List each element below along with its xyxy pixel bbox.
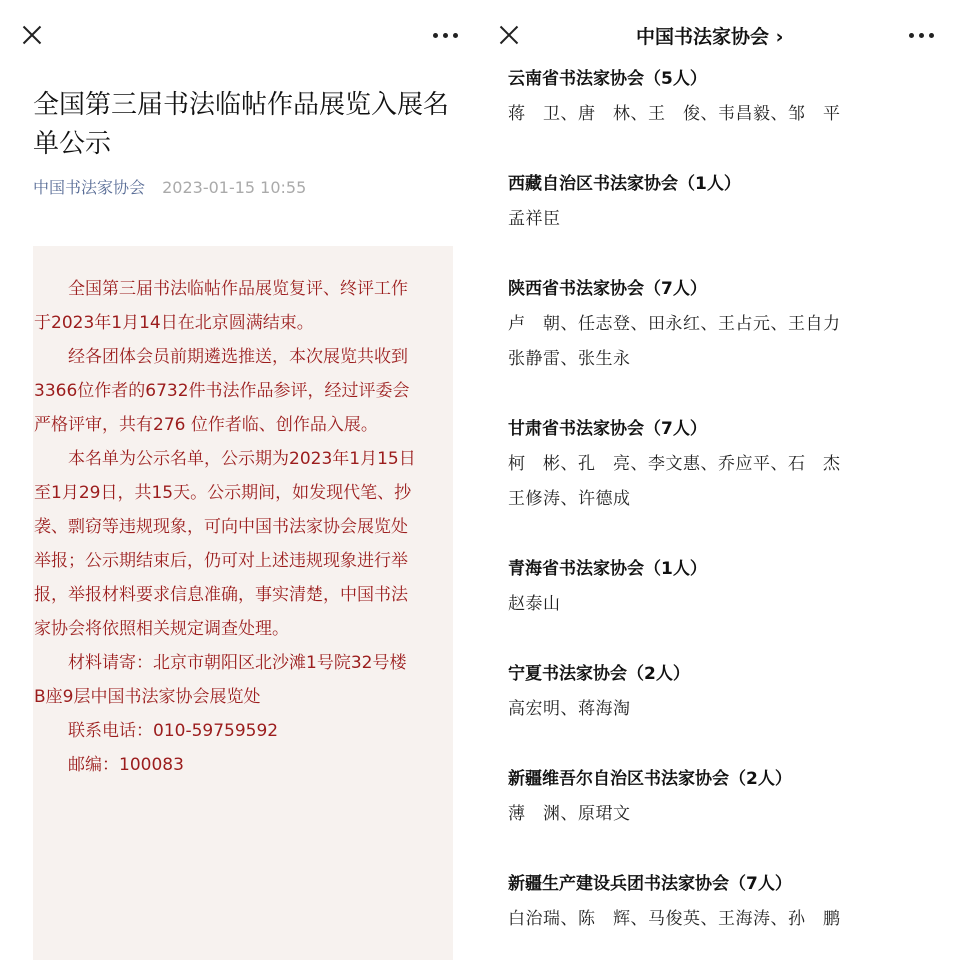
right-screen <box>486 0 960 960</box>
member-names <box>508 307 948 377</box>
names-line: 薄 渊、原珺文 <box>508 804 631 824</box>
association-heading: 云南省书法家协会（5人） <box>508 69 707 89</box>
notice-paragraph: 邮编：100083 <box>68 755 184 775</box>
association-heading: 甘肃省书法家协会（7人） <box>508 419 707 439</box>
more-icon[interactable] <box>908 22 936 48</box>
article-meta <box>33 175 306 198</box>
top-bar <box>0 0 474 72</box>
member-list <box>508 62 948 960</box>
article-title: 全国第三届书法临帖作品展览入展名单公示 <box>33 90 450 159</box>
close-icon[interactable] <box>19 22 45 48</box>
member-names <box>508 692 948 727</box>
author-link[interactable]: 中国书法家协会 <box>33 178 146 197</box>
names-line: 卢 朝、任志登、田永红、王占元、王自力 <box>508 314 841 334</box>
list-item <box>508 62 948 132</box>
names-line: 孟祥臣 <box>508 209 561 229</box>
notice-text <box>34 272 418 782</box>
notice-paragraph: 经各团体会员前期遴选推送，本次展览共收到3366位作者的6732件书法作品参评，经过评委会严格评审，共有276 位作者临、创作品入展。 <box>34 347 410 435</box>
names-line: 赵泰山 <box>508 594 561 614</box>
names-line: 蒋 卫、唐 林、王 俊、韦昌毅、邹 平 <box>508 104 841 124</box>
account-name-link[interactable]: 中国书法家协会 › <box>636 26 784 48</box>
list-item <box>508 552 948 622</box>
list-item <box>508 272 948 377</box>
publish-time: 2023-01-15 10:55 <box>162 178 307 197</box>
association-heading: 新疆维吾尔自治区书法家协会（2人） <box>508 769 792 789</box>
notice-paragraph: 联系电话：010-59759592 <box>68 721 279 741</box>
close-icon[interactable] <box>496 22 522 48</box>
association-heading: 西藏自治区书法家协会（1人） <box>508 174 741 194</box>
association-heading: 宁夏书法家协会（2人） <box>508 664 690 684</box>
member-names <box>508 797 948 832</box>
list-item <box>508 657 948 727</box>
association-heading: 陕西省书法家协会（7人） <box>508 279 707 299</box>
notice-paragraph: 全国第三届书法临帖作品展览复评、终评工作于2023年1月14日在北京圆满结束。 <box>34 279 408 333</box>
list-item <box>508 412 948 517</box>
association-heading: 新疆生产建设兵团书法家协会（7人） <box>508 874 792 894</box>
notice-paragraph: 材料请寄：北京市朝阳区北沙滩1号院32号楼B座9层中国书法家协会展览处 <box>34 653 407 707</box>
names-line: 高宏明、蒋海淘 <box>508 699 631 719</box>
member-names <box>508 902 948 937</box>
left-screen <box>0 0 474 960</box>
member-names <box>508 97 948 132</box>
names-line: 柯 彬、孔 亮、李文惠、乔应平、石 杰 <box>508 454 841 474</box>
association-heading: 青海省书法家协会（1人） <box>508 559 707 579</box>
notice-paragraph: 本名单为公示名单，公示期为2023年1月15日至1月29日，共15天。公示期间，如发现代笔、抄袭、剽窃等违规现象，可向中国书法家协会展览处举报；公示期结束后，仍可对上述违规现象进行举报，举报材料要求信息准确，事实清楚，中国书法家协会将依照相关规定调查处理。 <box>34 449 416 639</box>
more-icon[interactable] <box>432 22 460 48</box>
member-names <box>508 202 948 237</box>
list-item <box>508 867 948 937</box>
names-line: 王修涛、许德成 <box>508 489 631 509</box>
names-line: 白治瑞、陈 辉、马俊英、王海涛、孙 鹏 <box>508 909 841 929</box>
member-names <box>508 447 948 517</box>
list-item <box>508 167 948 237</box>
list-item <box>508 762 948 832</box>
names-line: 张静雷、张生永 <box>508 349 631 369</box>
member-names <box>508 587 948 622</box>
